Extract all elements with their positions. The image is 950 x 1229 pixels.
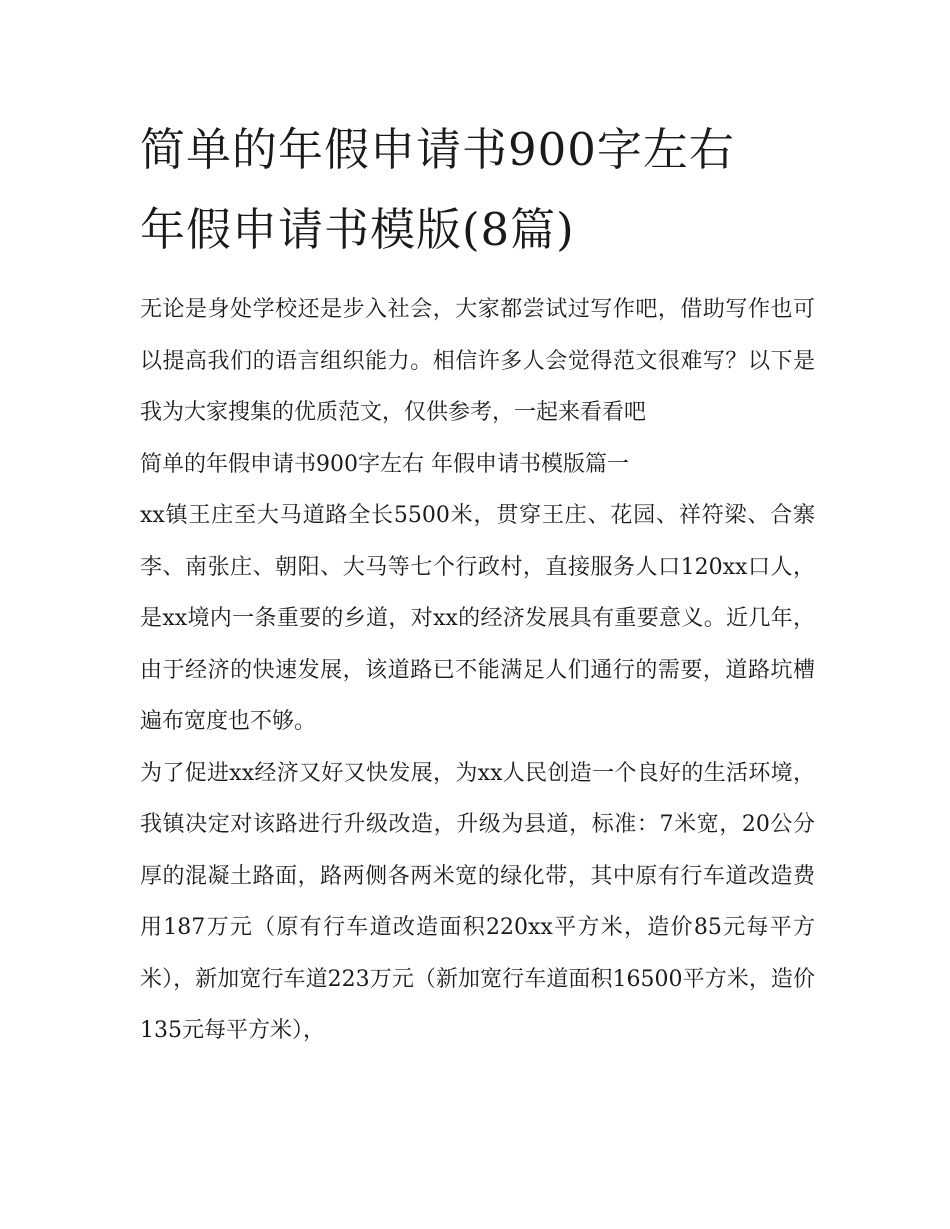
intro-paragraph: 无论是身处学校还是步入社会，大家都尝试过写作吧，借助写作也可以提高我们的语言组织能力。相信许多人会觉得范文很难写？以下是我为大家搜集的优质范文，仅供参考，一起来看看吧 (140, 297, 815, 425)
document-page (140, 110, 815, 1057)
section-heading: 简单的年假申请书900字左右 年假申请书模版篇一 (140, 451, 629, 477)
body-paragraph: 为了促进xx经济又好又快发展，为xx人民创造一个良好的生活环境，我镇决定对该路进行升级改造，升级为县道，标准：7米宽，20公分厚的混凝土路面，路两侧各两米宽的绿化带，其中原有行车道改造费用187万元（原有行车道改造面积220xx平方米，造价85元每平方米），新加宽行车道223万元（新加宽行车道面积16500平方米，造价135元每平方米）， (140, 760, 815, 1043)
document-body (140, 284, 815, 1057)
title-line-2: 年假申请书模版(8篇) (140, 203, 575, 256)
document-title (140, 110, 815, 270)
body-paragraph: xx镇王庄至大马道路全长5500米，贯穿王庄、花园、祥符梁、合寨李、南张庄、朝阳、大马等七个行政村，直接服务人口120xx口人，是xx境内一条重要的乡道，对xx的经济发展具有重要意义。近几年，由于经济的快速发展，该道路已不能满足人们通行的需要，道路坑槽遍布宽度也不够。 (140, 503, 815, 734)
title-line-1: 简单的年假申请书900字左右 (140, 123, 735, 176)
